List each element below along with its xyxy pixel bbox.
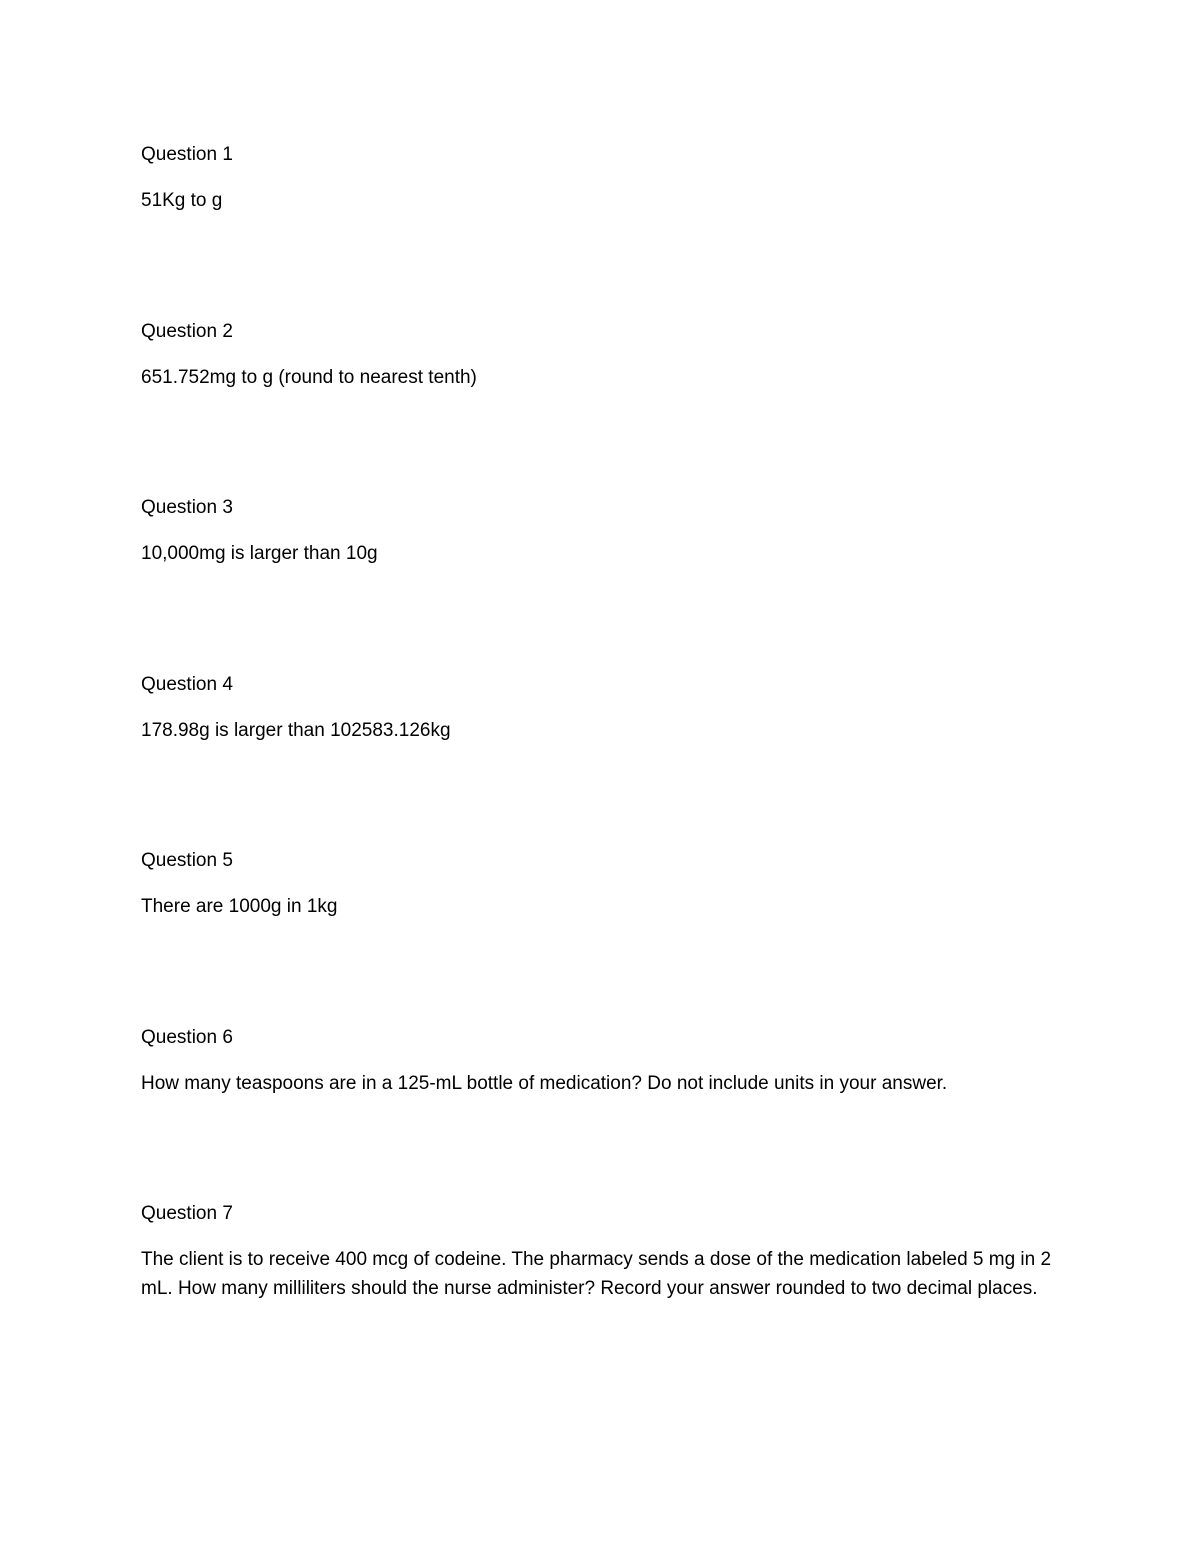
question-1 [141,143,1061,216]
question-text: The client is to receive 400 mcg of codeine. The pharmacy sends a dose of the medication labeled 5 mg in 2 mL. How many milliliters should the nurse administer? Record your answer rounded to two decimal places. [141,1249,1052,1299]
question-text: There are 1000g in 1kg [141,896,338,917]
question-text: 651.752mg to g (round to nearest tenth) [141,367,477,388]
question-6 [141,1026,1061,1099]
question-7 [141,1202,1061,1303]
question-5 [141,849,1061,922]
question-text: 178.98g is larger than 102583.126kg [141,720,451,741]
question-label: Question 2 [141,321,233,342]
question-label: Question 3 [141,497,233,518]
question-text: How many teaspoons are in a 125-mL bottle of medication? Do not include units in your answer. [141,1073,948,1094]
question-text: 51Kg to g [141,190,223,211]
question-2 [141,320,1061,393]
question-4 [141,673,1061,746]
question-label: Question 1 [141,144,233,165]
question-3 [141,496,1061,569]
question-label: Question 5 [141,850,233,871]
question-label: Question 6 [141,1027,233,1048]
question-label: Question 7 [141,1203,233,1224]
question-text: 10,000mg is larger than 10g [141,543,378,564]
question-label: Question 4 [141,674,233,695]
